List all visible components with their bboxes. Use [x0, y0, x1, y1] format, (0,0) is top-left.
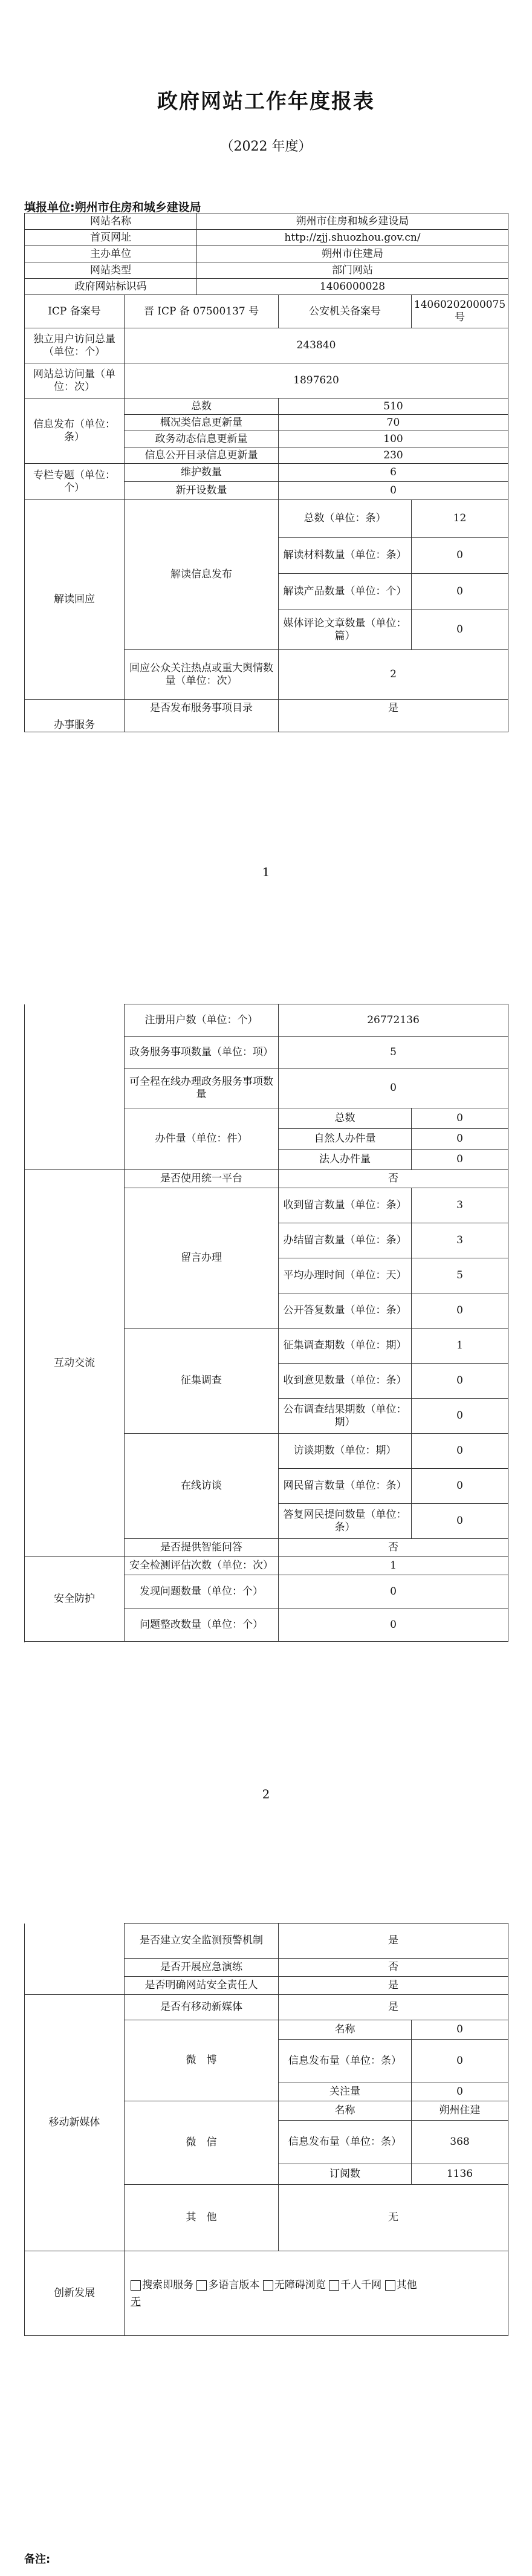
pv-label: 网站总访问量（单位：次） [25, 363, 125, 398]
weibo-label: 微 博 [125, 2020, 279, 2101]
security-label: 安全防护 [25, 1557, 125, 1642]
weibo-info-value: 0 [412, 2040, 508, 2083]
unified-platform-label: 是否使用统一平台 [125, 1170, 279, 1188]
overview-updates-value: 70 [279, 415, 508, 431]
site-name-label: 网站名称 [25, 213, 197, 230]
interaction-label: 互动交流 [25, 1170, 125, 1557]
innovation-other-value: 无 [131, 2295, 141, 2308]
natural-value: 0 [412, 1129, 508, 1150]
innovation-option[interactable]: 其他 [385, 2279, 417, 2291]
survey-results-value: 0 [412, 1399, 508, 1434]
handled-total-value: 0 [412, 1108, 508, 1129]
msg-public-value: 0 [412, 1293, 508, 1329]
legal-label: 法人办件量 [279, 1150, 412, 1170]
interview-periods-label: 访谈期数（单位：期） [279, 1434, 412, 1469]
natural-label: 自然人办件量 [279, 1129, 412, 1150]
site-code-value: 1406000028 [197, 279, 508, 295]
interpret-total-label: 总数（单位：条） [279, 500, 412, 538]
wechat-subscribers-label: 订阅数 [279, 2164, 412, 2185]
interview-label: 在线访谈 [125, 1434, 279, 1539]
police-label: 公安机关备案号 [279, 295, 412, 328]
weibo-followers-value: 0 [412, 2083, 508, 2101]
info-pub-label: 信息发布（单位：条） [25, 398, 125, 464]
issues-found-value: 0 [279, 1575, 508, 1608]
emergency-drill-label: 是否开展应急演练 [125, 1959, 279, 1977]
msg-avg-time-value: 5 [412, 1258, 508, 1293]
checkbox-icon[interactable] [131, 2280, 141, 2291]
msg-avg-time-label: 平均办理时间（单位：天） [279, 1258, 412, 1293]
page-number-1: 1 [262, 865, 270, 879]
unified-platform-value: 否 [279, 1170, 508, 1188]
sec-assess-value: 1 [279, 1557, 508, 1575]
handled-total-label: 总数 [279, 1108, 412, 1129]
survey-periods-label: 征集调查期数（单位：期） [279, 1329, 412, 1364]
checkbox-icon[interactable] [385, 2280, 395, 2291]
has-mobile-label: 是否有移动新媒体 [125, 1995, 279, 2020]
site-type-value: 部门网站 [197, 262, 508, 279]
innovation-option[interactable]: 搜索即服务 [131, 2279, 193, 2291]
msg-received-label: 收到留言数量（单位：条） [279, 1188, 412, 1223]
wechat-info-value: 368 [412, 2121, 508, 2164]
report-table-page-3 [24, 1923, 508, 2336]
survey-periods-value: 1 [412, 1329, 508, 1364]
new-opened-value: 0 [279, 482, 508, 500]
survey-label: 征集调查 [125, 1329, 279, 1434]
weibo-name-value: 0 [412, 2020, 508, 2040]
info-total-label: 总数 [125, 398, 279, 415]
others-value: 无 [279, 2185, 508, 2251]
innovation-label: 创新发展 [25, 2251, 125, 2336]
checkbox-icon[interactable] [329, 2280, 339, 2291]
organizer-value: 朔州市住建局 [197, 246, 508, 262]
report-table-page-2 [24, 1004, 508, 1642]
uv-label: 独立用户访问总量（单位：个） [25, 328, 125, 363]
sec-monitoring-label: 是否建立安全监测预警机制 [125, 1924, 279, 1959]
overview-updates-label: 概况类信息更新量 [125, 415, 279, 431]
innovation-options [125, 2251, 508, 2336]
innovation-option[interactable]: 多语言版本 [196, 2279, 259, 2291]
maintained-label: 维护数量 [125, 464, 279, 482]
wechat-subscribers-value: 1136 [412, 2164, 508, 2185]
has-mobile-value: 是 [279, 1995, 508, 2020]
uv-value: 243840 [125, 328, 508, 363]
hotspot-label: 回应公众关注热点或重大舆情数量（单位：次） [125, 650, 279, 700]
issues-fixed-label: 问题整改数量（单位：个） [125, 1608, 279, 1642]
report-table-page-1 [24, 213, 508, 732]
svc-items-label: 政务服务事项数量（单位：项） [125, 1037, 279, 1068]
security-continued [25, 1924, 125, 1995]
interview-periods-value: 0 [412, 1434, 508, 1469]
report-year: （2022 年度） [220, 139, 312, 154]
issues-found-label: 发现问题数量（单位：个） [125, 1575, 279, 1608]
online-items-value: 0 [279, 1068, 508, 1108]
survey-opinions-value: 0 [412, 1364, 508, 1399]
survey-results-label: 公布调查结果期数（单位：期） [279, 1399, 412, 1434]
wechat-label: 微 信 [125, 2101, 279, 2185]
registered-value: 26772136 [279, 1004, 508, 1037]
answered-q-label: 答复网民提问数量（单位：条） [279, 1504, 412, 1539]
checkbox-icon[interactable] [263, 2280, 273, 2291]
report-title: 政府网站工作年度报表 [157, 89, 375, 114]
dynamic-updates-value: 100 [279, 431, 508, 447]
icp-label: ICP 备案号 [25, 295, 125, 328]
msg-public-label: 公开答复数量（单位：条） [279, 1293, 412, 1329]
smart-qa-label: 是否提供智能问答 [125, 1539, 279, 1557]
handled-label: 办件量（单位：件） [125, 1108, 279, 1170]
sec-owner-label: 是否明确网站安全责任人 [125, 1977, 279, 1995]
others-label: 其 他 [125, 2185, 279, 2251]
interpret-label: 解读回应 [25, 500, 125, 700]
site-type-label: 网站类型 [25, 262, 197, 279]
maintained-value: 6 [279, 464, 508, 482]
pv-value: 1897620 [125, 363, 508, 398]
weibo-name-label: 名称 [279, 2020, 412, 2040]
special-label: 专栏专题（单位：个） [25, 464, 125, 500]
home-url-label: 首页网址 [25, 230, 197, 246]
site-code-label: 政府网站标识码 [25, 279, 197, 295]
legal-value: 0 [412, 1150, 508, 1170]
products-value: 0 [412, 574, 508, 610]
registered-label: 注册用户数（单位：个） [125, 1004, 279, 1037]
svc-items-value: 5 [279, 1037, 508, 1068]
msg-done-value: 3 [412, 1223, 508, 1258]
open-catalog-updates-value: 230 [279, 447, 508, 464]
msg-done-label: 办结留言数量（单位：条） [279, 1223, 412, 1258]
open-catalog-updates-label: 信息公开目录信息更新量 [125, 447, 279, 464]
hotspot-value: 2 [279, 650, 508, 700]
answered-q-value: 0 [412, 1504, 508, 1539]
online-items-label: 可全程在线办理政务服务事项数量 [125, 1068, 279, 1108]
products-label: 解读产品数量（单位：个） [279, 574, 412, 610]
innovation-option[interactable]: 千人千网 [329, 2279, 381, 2291]
emergency-drill-value: 否 [279, 1959, 508, 1977]
page-number-2: 2 [262, 1787, 270, 1801]
survey-opinions-label: 收到意见数量（单位：条） [279, 1364, 412, 1399]
services-continued [25, 1004, 125, 1170]
interpret-total-value: 12 [412, 500, 508, 538]
home-url-value[interactable]: http://zjj.shuozhou.gov.cn/ [197, 230, 508, 246]
smart-qa-value: 否 [279, 1539, 508, 1557]
sec-monitoring-value: 是 [279, 1924, 508, 1959]
media-label: 媒体评论文章数量（单位：篇） [279, 610, 412, 650]
svc-catalog-value: 是 [279, 700, 508, 732]
issues-fixed-value: 0 [279, 1608, 508, 1642]
innovation-option[interactable]: 无障碍浏览 [263, 2279, 326, 2291]
media-value: 0 [412, 610, 508, 650]
materials-value: 0 [412, 538, 508, 574]
organizer-label: 主办单位 [25, 246, 197, 262]
mobile-media-label: 移动新媒体 [25, 1995, 125, 2251]
note-label: 备注: [24, 2553, 51, 2566]
site-name-value: 朔州市住房和城乡建设局 [197, 213, 508, 230]
materials-label: 解读材料数量（单位：条） [279, 538, 412, 574]
sec-owner-value: 是 [279, 1977, 508, 1995]
icp-value: 晋 ICP 备 07500137 号 [125, 295, 279, 328]
sec-assess-label: 安全检测评估次数（单位：次） [125, 1557, 279, 1575]
weibo-followers-label: 关注量 [279, 2083, 412, 2101]
netizen-q-label: 网民留言数量（单位：条） [279, 1469, 412, 1504]
messages-label: 留言办理 [125, 1188, 279, 1329]
checkbox-icon[interactable] [196, 2280, 207, 2291]
msg-received-value: 3 [412, 1188, 508, 1223]
filler-unit: 填报单位:朔州市住房和城乡建设局 [24, 201, 201, 214]
weibo-info-label: 信息发布量（单位：条） [279, 2040, 412, 2083]
dynamic-updates-label: 政务动态信息更新量 [125, 431, 279, 447]
police-value: 14060202000075 号 [412, 295, 508, 328]
wechat-info-label: 信息发布量（单位：条） [279, 2121, 412, 2164]
new-opened-label: 新开设数量 [125, 482, 279, 500]
svc-catalog-label: 是否发布服务事项目录 [125, 700, 279, 732]
info-total-value: 510 [279, 398, 508, 415]
services-label: 办事服务 [25, 700, 125, 732]
wechat-name-label: 名称 [279, 2101, 412, 2121]
netizen-q-value: 0 [412, 1469, 508, 1504]
wechat-name-value: 朔州住建 [412, 2101, 508, 2121]
interpret-pub-label: 解读信息发布 [125, 500, 279, 650]
